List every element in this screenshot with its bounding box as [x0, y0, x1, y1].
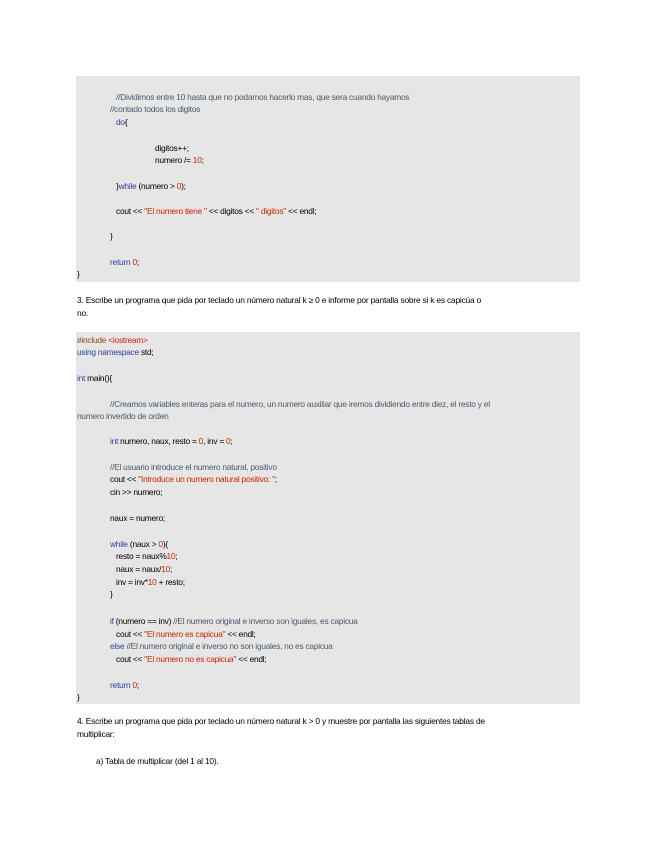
- code-line: [116, 564, 172, 575]
- number-literal: 0: [226, 436, 231, 446]
- code-text: ){: [162, 539, 168, 549]
- keyword-while: while: [110, 539, 128, 549]
- string-literal: " digitos": [256, 206, 287, 216]
- number-literal: 10: [192, 155, 202, 165]
- code-text: ;: [201, 155, 204, 165]
- code-line: [116, 654, 267, 665]
- number-literal: 10: [161, 564, 171, 574]
- code-comment: //El numero original e inverso son iguales, es capicua: [173, 616, 358, 626]
- code-text: (naux >: [127, 539, 159, 549]
- code-text: (numero == inv): [113, 616, 174, 626]
- keyword-return: return: [110, 257, 131, 267]
- code-line: [155, 155, 204, 166]
- code-line: [110, 436, 233, 447]
- code-line: [110, 257, 139, 268]
- keyword-int: int: [110, 436, 119, 446]
- code-line: digitos++;: [155, 143, 189, 153]
- number-literal: 10: [147, 577, 157, 587]
- number-literal: 0: [130, 257, 137, 267]
- code-line: [110, 474, 277, 485]
- question-4-text: multiplicar:: [77, 729, 115, 739]
- code-line: [116, 206, 316, 217]
- number-literal: 0: [130, 680, 137, 690]
- code-comment: //Dividimos entre 10 hasta que no podamos hacerlo mas, que sera cuando hayamos: [116, 92, 410, 102]
- question-3-text: 3. Escribe un programa que pida por teclado un número natural k ≥ 0 e informe por pantalla sobre si k es capicúa o: [77, 295, 482, 305]
- code-text: cout <<: [116, 654, 145, 664]
- code-text: }: [116, 181, 119, 191]
- string-literal: <iostream>: [108, 335, 148, 345]
- keyword-do: do: [116, 117, 125, 127]
- code-text: + resto;: [156, 577, 185, 587]
- code-text: << digitos <<: [206, 206, 257, 216]
- code-line: [116, 577, 185, 588]
- code-comment: //El usuario introduce el numero natural, positivo: [110, 462, 277, 472]
- code-text: {: [124, 117, 128, 127]
- code-text: << endl;: [236, 654, 267, 664]
- code-text: cout <<: [116, 629, 145, 639]
- preprocessor: #include: [77, 335, 109, 345]
- code-text: naux = naux/: [116, 564, 162, 574]
- code-line: [110, 680, 139, 691]
- code-line: }: [77, 269, 80, 279]
- code-text: inv = inv*: [116, 577, 148, 587]
- code-text: << endl;: [286, 206, 317, 216]
- code-line: [77, 335, 148, 346]
- code-text: resto = naux%: [116, 551, 167, 561]
- string-literal: "El numero tiene ": [144, 206, 207, 216]
- number-literal: 10: [166, 551, 176, 561]
- code-text: (numero >: [136, 181, 177, 191]
- code-comment: numero invertido de orden: [77, 411, 169, 421]
- keyword-return: return: [110, 680, 131, 690]
- code-line: [110, 539, 168, 550]
- code-text: ;: [170, 564, 173, 574]
- code-text: ;: [274, 474, 277, 484]
- keyword-int: int: [77, 373, 86, 383]
- string-literal: "El numero es capicua": [144, 629, 226, 639]
- code-line: [110, 641, 333, 652]
- code-line: naux = numero;: [110, 513, 165, 523]
- code-text: numero /=: [155, 155, 193, 165]
- code-text: ;: [136, 257, 139, 267]
- keyword-while: while: [118, 181, 137, 191]
- code-line: [116, 629, 256, 640]
- code-line: [116, 551, 177, 562]
- code-line: }: [110, 589, 113, 599]
- code-text: std;: [138, 347, 154, 357]
- code-comment: //Creamos variables enteras para el numero, un numero auxiliar que iremos dividiendo entre diez, el resto y el: [110, 399, 490, 409]
- keyword-else: else: [110, 641, 125, 651]
- question-3-text: no.: [77, 308, 89, 318]
- code-text: numero, naux, resto =: [118, 436, 199, 446]
- code-comment: //contado todos los digitos: [110, 104, 201, 114]
- number-literal: 0: [198, 436, 204, 446]
- string-literal: "El numero no es capicua": [144, 654, 237, 664]
- code-line: }: [110, 231, 113, 241]
- code-text: << endl;: [225, 629, 256, 639]
- number-literal: 0: [176, 181, 182, 191]
- code-text: cout <<: [110, 474, 139, 484]
- number-literal: 0: [158, 539, 163, 549]
- code-text: main: [85, 373, 105, 383]
- code-line: [110, 616, 358, 627]
- code-text: , inv =: [203, 436, 227, 446]
- code-text: cout <<: [116, 206, 145, 216]
- keyword-if: if: [110, 616, 114, 626]
- code-line: [77, 373, 112, 384]
- code-line: [116, 117, 127, 128]
- code-text: );: [181, 181, 186, 191]
- code-line: }: [77, 692, 80, 702]
- question-4-text: 4. Escribe un programa que pida por teclado un número natural k > 0 y muestre por pantalla las siguientes tablas de: [77, 716, 485, 726]
- code-line: [77, 347, 153, 358]
- string-literal: "Introduce un numero natural positivo: ": [138, 474, 275, 484]
- code-text: ;: [136, 680, 139, 690]
- code-comment: //El numero original e inverso no son iguales, no es capicua: [124, 641, 333, 651]
- code-text: ;: [175, 551, 178, 561]
- code-line: cin >> numero;: [110, 487, 163, 497]
- question-4-item-a: a) Tabla de multiplicar (del 1 al 10).: [96, 756, 219, 766]
- code-text: (){: [104, 373, 112, 383]
- code-text: ;: [230, 436, 233, 446]
- keyword-using: using namespace: [77, 347, 139, 357]
- code-line: [116, 181, 186, 192]
